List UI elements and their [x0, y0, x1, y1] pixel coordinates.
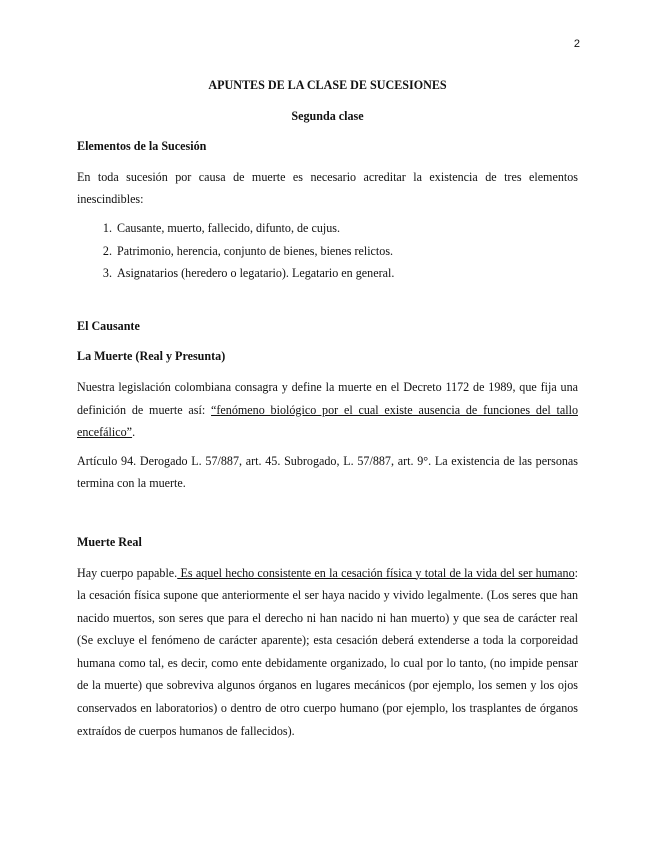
- list-item: 2. Patrimonio, herencia, conjunto de bienes, bienes relictos.: [115, 240, 578, 263]
- paragraph-definicion-muerte: [77, 376, 578, 444]
- paragraph-elementos-intro: En toda sucesión por causa de muerte es necesario acreditar la existencia de tres elementos inescindibles:: [77, 169, 578, 207]
- list-item: 1. Causante, muerto, fallecido, difunto, de cujus.: [115, 217, 578, 240]
- spacer: [77, 501, 578, 531]
- paragraph-text: : la cesación física supone que anteriormente el ser haya nacido y vivido legalmente. (Los seres que han nacido muertos, son seres que para el derecho ni han nacido ni han muerto) y que sea de carácter real (Se excluye el fenómeno de carácter aparente); esta cesación deberá extenderse a toda la corporeidad humana como tal, es decir, como ente debidamente organizado, lo cual por lo tanto, (no impide pensar de la muerte) que sobreviva algunos órganos en lugares mecánicos (por ejemplo, los semen y los ojos conservados en laboratorios) o dentro de otro cuerpo humano (por ejemplo, los trasplantes de órganos extraídos de cuerpos humanos de fallecidos).: [77, 565, 578, 738]
- quoted-definition: “fenómeno biológico por el cual existe ausencia de funciones del tallo encefálico”: [77, 402, 578, 440]
- list-item: 3. Asignatarios (heredero o legatario). Legatario en general.: [115, 262, 578, 285]
- paragraph-text: Nuestra legislación colombiana consagra y define la muerte en el Decreto 1172 de 1989, que fija una definición de muerte así:: [77, 379, 578, 417]
- paragraph-muerte-real: [77, 562, 578, 743]
- paragraph-articulo-94: Artículo 94. Derogado L. 57/887, art. 45. Subrogado, L. 57/887, art. 9°. La existencia de las personas termina con la muerte.: [77, 453, 578, 491]
- heading-muerte: La Muerte (Real y Presunta): [77, 349, 226, 364]
- document-subtitle: Segunda clase: [291, 108, 364, 123]
- paragraph-text: .: [132, 425, 136, 440]
- elements-list: [77, 217, 578, 285]
- document-title: APUNTES DE LA CLASE DE SUCESIONES: [208, 78, 447, 92]
- paragraph-text: Hay cuerpo papable.: [77, 565, 178, 580]
- heading-elementos: Elementos de la Sucesión: [77, 139, 207, 154]
- page-number: 2: [573, 38, 580, 50]
- document-body: [77, 74, 578, 748]
- heading-causante: El Causante: [77, 318, 140, 333]
- heading-muerte-real: Muerte Real: [77, 534, 142, 549]
- underlined-definition: Es aquel hecho consistente en la cesación física y total de la vida del ser humano: [177, 565, 575, 580]
